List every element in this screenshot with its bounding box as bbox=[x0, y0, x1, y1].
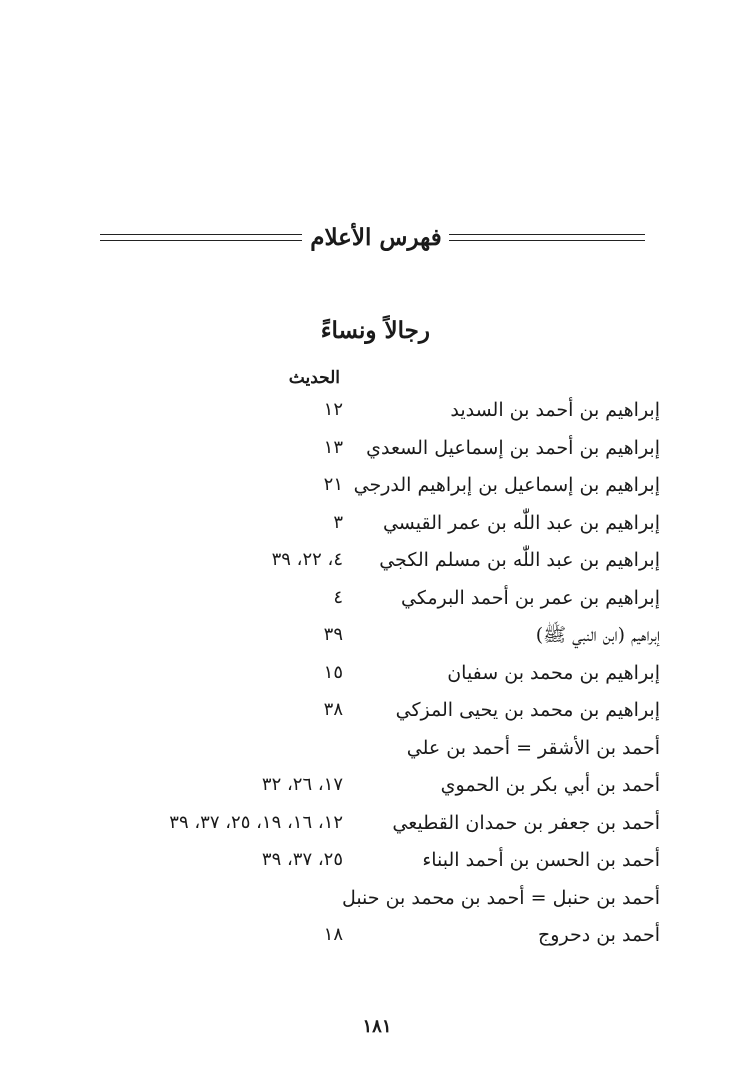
entry-pages: ١٥ bbox=[323, 661, 343, 683]
entry-name: إبراهيم بن أحمد بن السديد bbox=[450, 399, 660, 421]
index-entry bbox=[60, 806, 660, 844]
entry-pages: ٢٥، ٣٧، ٣٩ bbox=[261, 849, 343, 870]
index-entry bbox=[60, 731, 660, 769]
entry-pages: ١٨ bbox=[323, 924, 343, 945]
index-entry bbox=[60, 881, 660, 919]
index-entry bbox=[60, 581, 660, 619]
entry-name: أحمد بن الحسن بن أحمد البناء bbox=[422, 849, 660, 871]
entry-name: إبراهيم (ابن النبي ﷺ) bbox=[535, 624, 660, 646]
index-entries bbox=[60, 393, 660, 956]
entry-pages: ٤، ٢٢، ٣٩ bbox=[271, 549, 343, 570]
index-entry bbox=[60, 618, 660, 656]
entry-name: إبراهيم بن محمد بن سفيان bbox=[447, 661, 660, 684]
entry-pages: ٤ bbox=[333, 586, 343, 608]
section-heading: رجالاً ونساءً bbox=[320, 317, 430, 344]
entry-name: إبراهيم بن إسماعيل بن إبراهيم الدرجي bbox=[353, 474, 660, 496]
index-entry bbox=[60, 656, 660, 694]
entry-name: أحمد بن الأشقر = أحمد بن علي bbox=[406, 736, 660, 759]
sub-heading: الحديث bbox=[288, 368, 340, 388]
index-title-row bbox=[100, 221, 645, 261]
entry-name: أحمد بن أبي بكر بن الحموي bbox=[440, 774, 660, 796]
index-entry bbox=[60, 431, 660, 469]
entry-pages: ٢١ bbox=[323, 474, 343, 495]
entry-name: إبراهيم بن أحمد بن إسماعيل السعدي bbox=[366, 436, 660, 459]
title-rule-right bbox=[449, 234, 645, 241]
entry-pages: ٣ bbox=[333, 511, 343, 533]
index-entry bbox=[60, 393, 660, 431]
index-entry bbox=[60, 506, 660, 544]
entry-name: إبراهيم بن عبد اللّٰه بن مسلم الكجي bbox=[379, 549, 660, 571]
title-rule-left bbox=[100, 234, 302, 241]
index-entry bbox=[60, 918, 660, 956]
index-entry bbox=[60, 843, 660, 881]
entry-name: أحمد بن دحروج bbox=[538, 924, 660, 946]
entry-name: إبراهيم بن محمد بن يحيى المزكي bbox=[395, 699, 660, 721]
entry-pages: ١٣ bbox=[323, 436, 343, 458]
entry-name: إبراهيم بن عمر بن أحمد البرمكي bbox=[400, 586, 660, 609]
index-entry bbox=[60, 768, 660, 806]
index-title: فهرس الأعلام bbox=[310, 224, 442, 251]
entry-pages: ١٢، ١٦، ١٩، ٢٥، ٣٧، ٣٩ bbox=[169, 811, 343, 833]
entry-pages: ١٧، ٢٦، ٣٢ bbox=[261, 774, 343, 795]
index-entry bbox=[60, 543, 660, 581]
index-entry bbox=[60, 693, 660, 731]
entry-name: أحمد بن حنبل = أحمد بن محمد بن حنبل bbox=[341, 886, 660, 909]
entry-pages: ١٢ bbox=[323, 399, 343, 420]
entry-name: أحمد بن جعفر بن حمدان القطيعي bbox=[392, 811, 660, 834]
index-entry bbox=[60, 468, 660, 506]
page-number: ١٨١ bbox=[362, 1016, 392, 1037]
entry-pages: ٣٩ bbox=[323, 624, 343, 645]
entry-name: إبراهيم بن عبد اللّٰه بن عمر القيسي bbox=[382, 511, 660, 534]
entry-pages: ٣٨ bbox=[323, 699, 343, 720]
